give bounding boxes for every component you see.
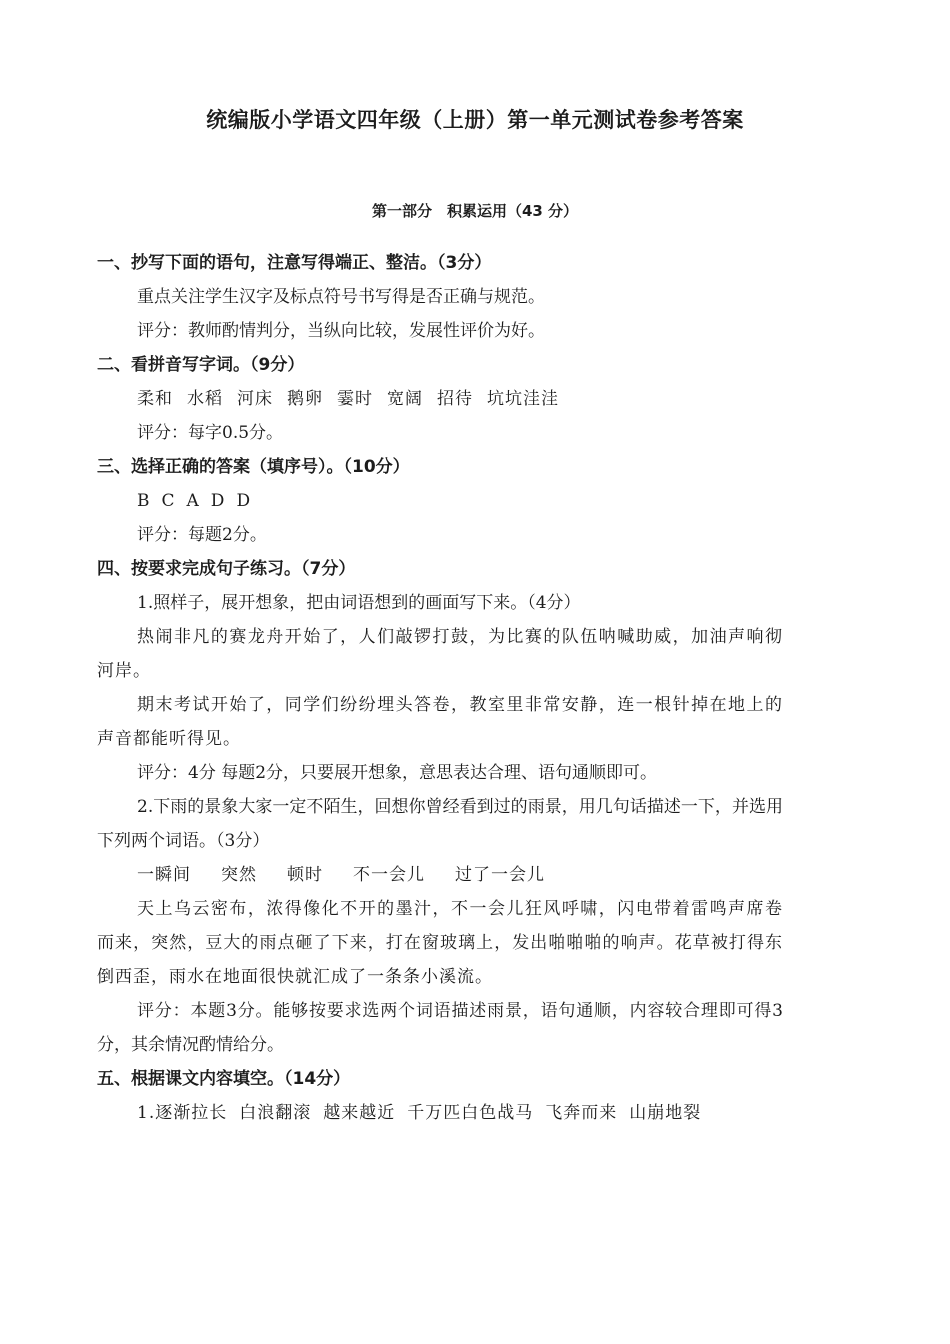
section-2-heading: 二、看拼音写字词。（9分）: [97, 355, 305, 375]
page-title: 统编版小学语文四年级（上册）第一单元测试卷参考答案: [206, 108, 744, 132]
section-2-score: 评分：每字0.5分。: [137, 423, 284, 443]
answer-item: 千万匹白色战马: [407, 1103, 534, 1123]
question-4-2-words: [97, 858, 783, 892]
question-4-2: 2.下雨的景象大家一定不陌生，回想你曾经看到过的雨景，用几句话描述一下，并选用下列两个词语。（3分）: [97, 797, 783, 851]
word-item: 一瞬间: [137, 865, 191, 885]
word-item: 过了一会儿: [455, 865, 545, 885]
word-item: 鹅卵: [287, 389, 323, 409]
question-4-1: 1.照样子，展开想象，把由词语想到的画面写下来。（4分）: [137, 593, 581, 613]
word-item: 顿时: [287, 865, 323, 885]
answer-4-2: 天上乌云密布，浓得像化不开的墨汁，不一会儿狂风呼啸，闪电带着雷鸣声席卷而来，突然，豆大的雨点砸了下来，打在窗玻璃上，发出啪啪啪的响声。花草被打得东倒西歪，雨水在地面很快就汇成了一条条小溪流。: [97, 899, 783, 987]
word-item: 突然: [221, 865, 257, 885]
section-5-heading: 五、根据课文内容填空。（14分）: [97, 1069, 351, 1089]
answer-4-1-a: 热闹非凡的赛龙舟开始了，人们敲锣打鼓，为比赛的队伍呐喊助威，加油声响彻河岸。: [97, 627, 783, 681]
option-item: A: [186, 491, 199, 511]
section-1-answer: 重点关注学生汉字及标点符号书写得是否正确与规范。: [137, 287, 545, 307]
answer-4-1-b: 期末考试开始了，同学们纷纷埋头答卷，教室里非常安静，连一根针掉在地上的声音都能听得见。: [97, 695, 783, 749]
answer-item: 飞奔而来: [545, 1103, 618, 1123]
section-1-heading: 一、抄写下面的语句，注意写得端正、整洁。（3分）: [97, 253, 492, 273]
word-item: 招待: [437, 389, 473, 409]
section-1-score: 评分：教师酌情判分，当纵向比较，发展性评价为好。: [137, 321, 545, 341]
option-item: D: [210, 491, 225, 511]
section-5-answers: [97, 1096, 783, 1130]
answer-content: [97, 246, 783, 1130]
answer-item: 越来越近: [323, 1103, 396, 1123]
section-3-options: [97, 484, 783, 518]
answer-item: 白浪翻滚: [239, 1103, 312, 1123]
part-heading: 第一部分 积累运用（43 分）: [371, 202, 579, 220]
word-item: 宽阔: [387, 389, 423, 409]
word-item: 河床: [237, 389, 273, 409]
section-4-score-1: 评分：4分 每题2分，只要展开想象，意思表达合理、语句通顺即可。: [137, 763, 658, 783]
section-4-score-2: 评分：本题3分。能够按要求选两个词语描述雨景，语句通顺，内容较合理即可得3分，其余情况酌情给分。: [97, 1001, 783, 1055]
answer-item: 逐渐拉长: [155, 1103, 228, 1123]
word-item: 坑坑洼洼: [487, 389, 559, 409]
section-2-words: [97, 382, 783, 416]
option-item: B: [137, 491, 150, 511]
option-item: C: [161, 491, 175, 511]
word-item: 霎时: [337, 389, 373, 409]
section-3-heading: 三、选择正确的答案（填序号）。（10分）: [97, 457, 410, 477]
word-item: 柔和: [137, 389, 173, 409]
word-item: 水稻: [187, 389, 223, 409]
word-item: 不一会儿: [353, 865, 425, 885]
section-3-score: 评分：每题2分。: [137, 525, 267, 545]
option-item: D: [236, 491, 251, 511]
answer-item: 山崩地裂: [629, 1103, 702, 1123]
answer-prefix: 1.: [137, 1103, 156, 1123]
section-4-heading: 四、按要求完成句子练习。（7分）: [97, 559, 356, 579]
